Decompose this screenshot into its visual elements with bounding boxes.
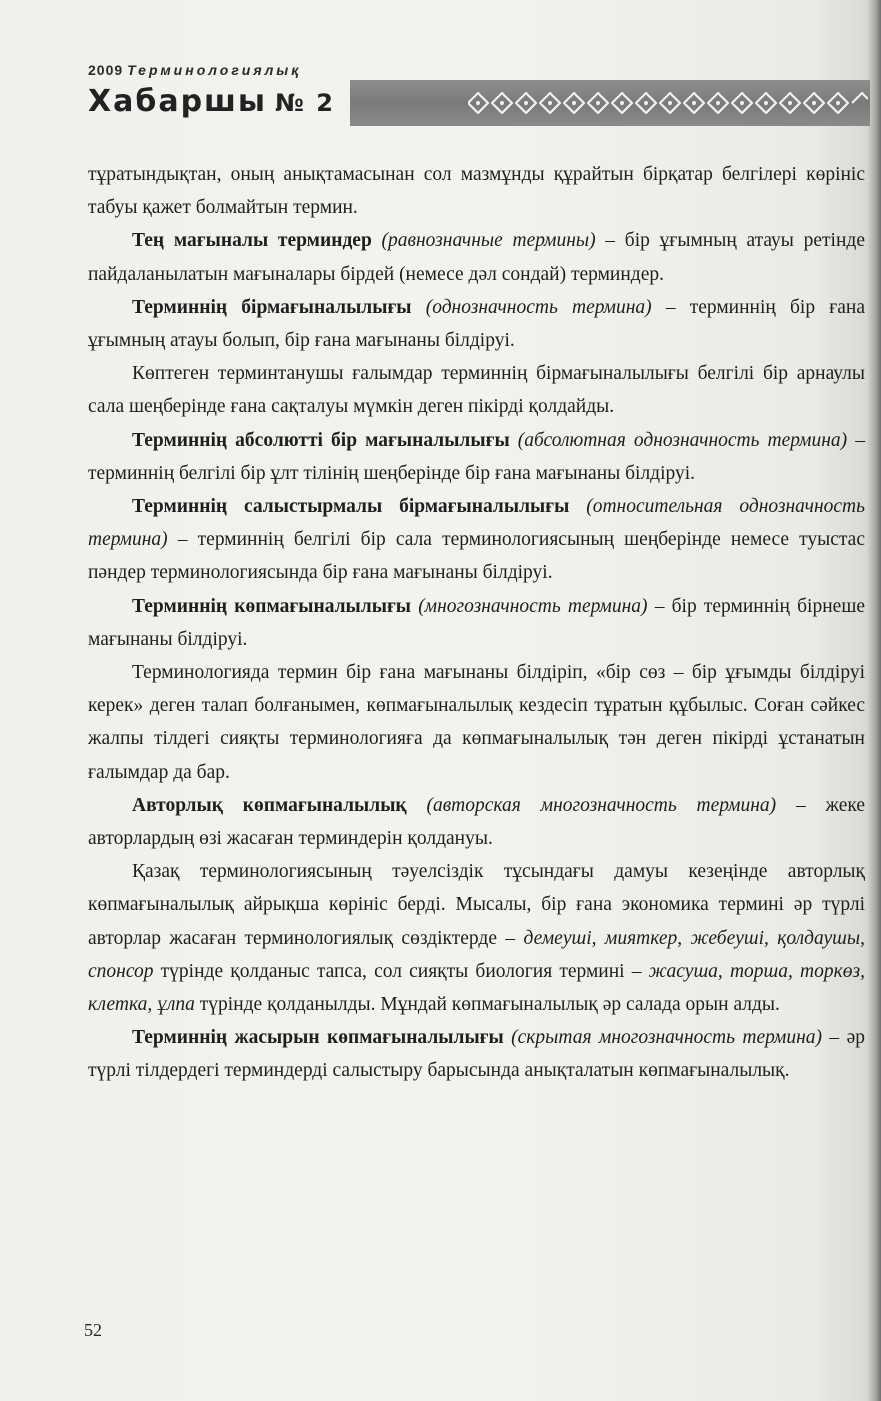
term-translation: (авторская многозначность термина)	[426, 794, 777, 816]
paragraph	[88, 590, 865, 656]
page-number: 52	[84, 1320, 102, 1340]
term-translation: жасуша, торша, торкөз, клетка, ұлпа	[88, 960, 865, 1016]
journal-title-text: Хабаршы	[88, 84, 268, 119]
term-heading: Терминнің салыстырмалы бірмағыналылығы	[132, 496, 587, 518]
paragraph-text: тұратындықтан, оның анықтамасынан сол мазмұнды құрайтын бірқатар белгілері көрініс табуы қажет болмайтын термин.	[88, 164, 865, 219]
journal-series: Терминологиялық	[127, 62, 302, 78]
paragraph-text: – терминнің белгілі бір сала терминологиясының шеңберінде немесе туыстас пәндер терминологиясында бір ғана мағынаны білдіруі.	[88, 529, 865, 584]
paragraph-text: Қазақ терминологиясының тәуелсіздік тұсындағы дамуы кезеңінде авторлық көпмағыналылық айрықша көрініс берді. Мысалы, бір ғана экономика термині әр түрлі авторлар жасаған терминологиялық сөздіктерде –	[88, 861, 865, 949]
paragraph	[88, 789, 865, 855]
journal-header-line	[88, 62, 301, 78]
paragraph-text: – терминнің бір ғана ұғымның атауы болып, бір ғана мағынаны білдіруі.	[88, 296, 865, 352]
paragraph	[88, 291, 865, 357]
paragraph	[88, 158, 865, 224]
paragraph	[88, 855, 865, 1021]
paragraph-text: түрінде қолданыс тапса, сол сияқты биология термині –	[153, 960, 649, 982]
ornament-pattern-icon	[468, 88, 868, 118]
paragraph-text: Көптеген терминтанушы ғалымдар терминнің бірмағыналылығы белгілі бір арнаулы сала шеңберінде ғана сақталуы мүмкін деген пікірді қолдайды.	[88, 363, 865, 418]
term-heading: Тең мағыналы терминдер	[132, 230, 382, 252]
journal-issue-number: № 2	[275, 89, 335, 117]
paragraph	[88, 224, 865, 290]
term-translation: (равнозначные термины)	[381, 230, 596, 252]
paragraph	[88, 656, 865, 789]
paragraph-text: түрінде қолданылды. Мұндай көпмағыналылық әр салада орын алды.	[194, 994, 780, 1016]
paragraph	[88, 490, 865, 590]
journal-header-bar	[80, 80, 870, 126]
paragraph-text: – жеке авторлардың өзі жасаған терминдерін қолдануы.	[88, 794, 865, 850]
journal-year: 2009	[88, 62, 124, 78]
term-heading: Терминнің жасырын көпмағыналылығы	[132, 1027, 512, 1049]
page-binding-shadow	[867, 0, 881, 1401]
term-translation: (относительная однозначность термина)	[88, 496, 865, 551]
term-heading: Терминнің бірмағыналылығы	[132, 296, 426, 318]
paragraph	[88, 357, 865, 423]
term-heading: Терминнің көпмағыналылығы	[132, 595, 419, 617]
paragraph	[88, 1021, 865, 1087]
paragraph-text: – бір терминнің бірнеше мағынаны білдіруі.	[88, 595, 865, 650]
article-body	[88, 158, 865, 1088]
term-translation: демеуші, мияткер, жебеуші, қолдаушы, спонсор	[88, 927, 865, 982]
term-heading: Терминнің абсолютті бір мағыналылығы	[132, 429, 518, 451]
term-translation: (многозначность термина)	[418, 595, 648, 617]
term-translation: (скрытая многозначность термина)	[511, 1027, 823, 1049]
paragraph-text: – бір ұғымның атауы ретінде пайдаланылатын мағыналары бірдей (немесе дәл сондай) терминдер.	[88, 230, 865, 285]
term-heading: Авторлық көпмағыналылық	[132, 794, 427, 816]
paragraph-text: Терминологияда термин бір ғана мағынаны білдіріп, «бір сөз – бір ұғымды білдіруі керек» деген талап болғанымен, көпмағыналылық кездесіп тұратын құбылыс. Соған сәйкес жалпы тілдегі сияқты терминологияға да көпмағыналылық тән деген пікірді ұстанатын ғалымдар да бар.	[88, 662, 865, 783]
paragraph	[88, 424, 865, 490]
journal-title	[88, 84, 335, 119]
paragraph-text: – әр түрлі тілдердегі терминдерді салыстыру барысында анықталатын көпмағыналылық.	[88, 1027, 865, 1082]
paragraph-text: – терминнің белгілі бір ұлт тілінің шеңберінде бір ғана мағынаны білдіруі.	[88, 429, 865, 484]
term-translation: (однозначность термина)	[425, 296, 652, 318]
term-translation: (абсолютная однозначность термина)	[517, 429, 848, 451]
